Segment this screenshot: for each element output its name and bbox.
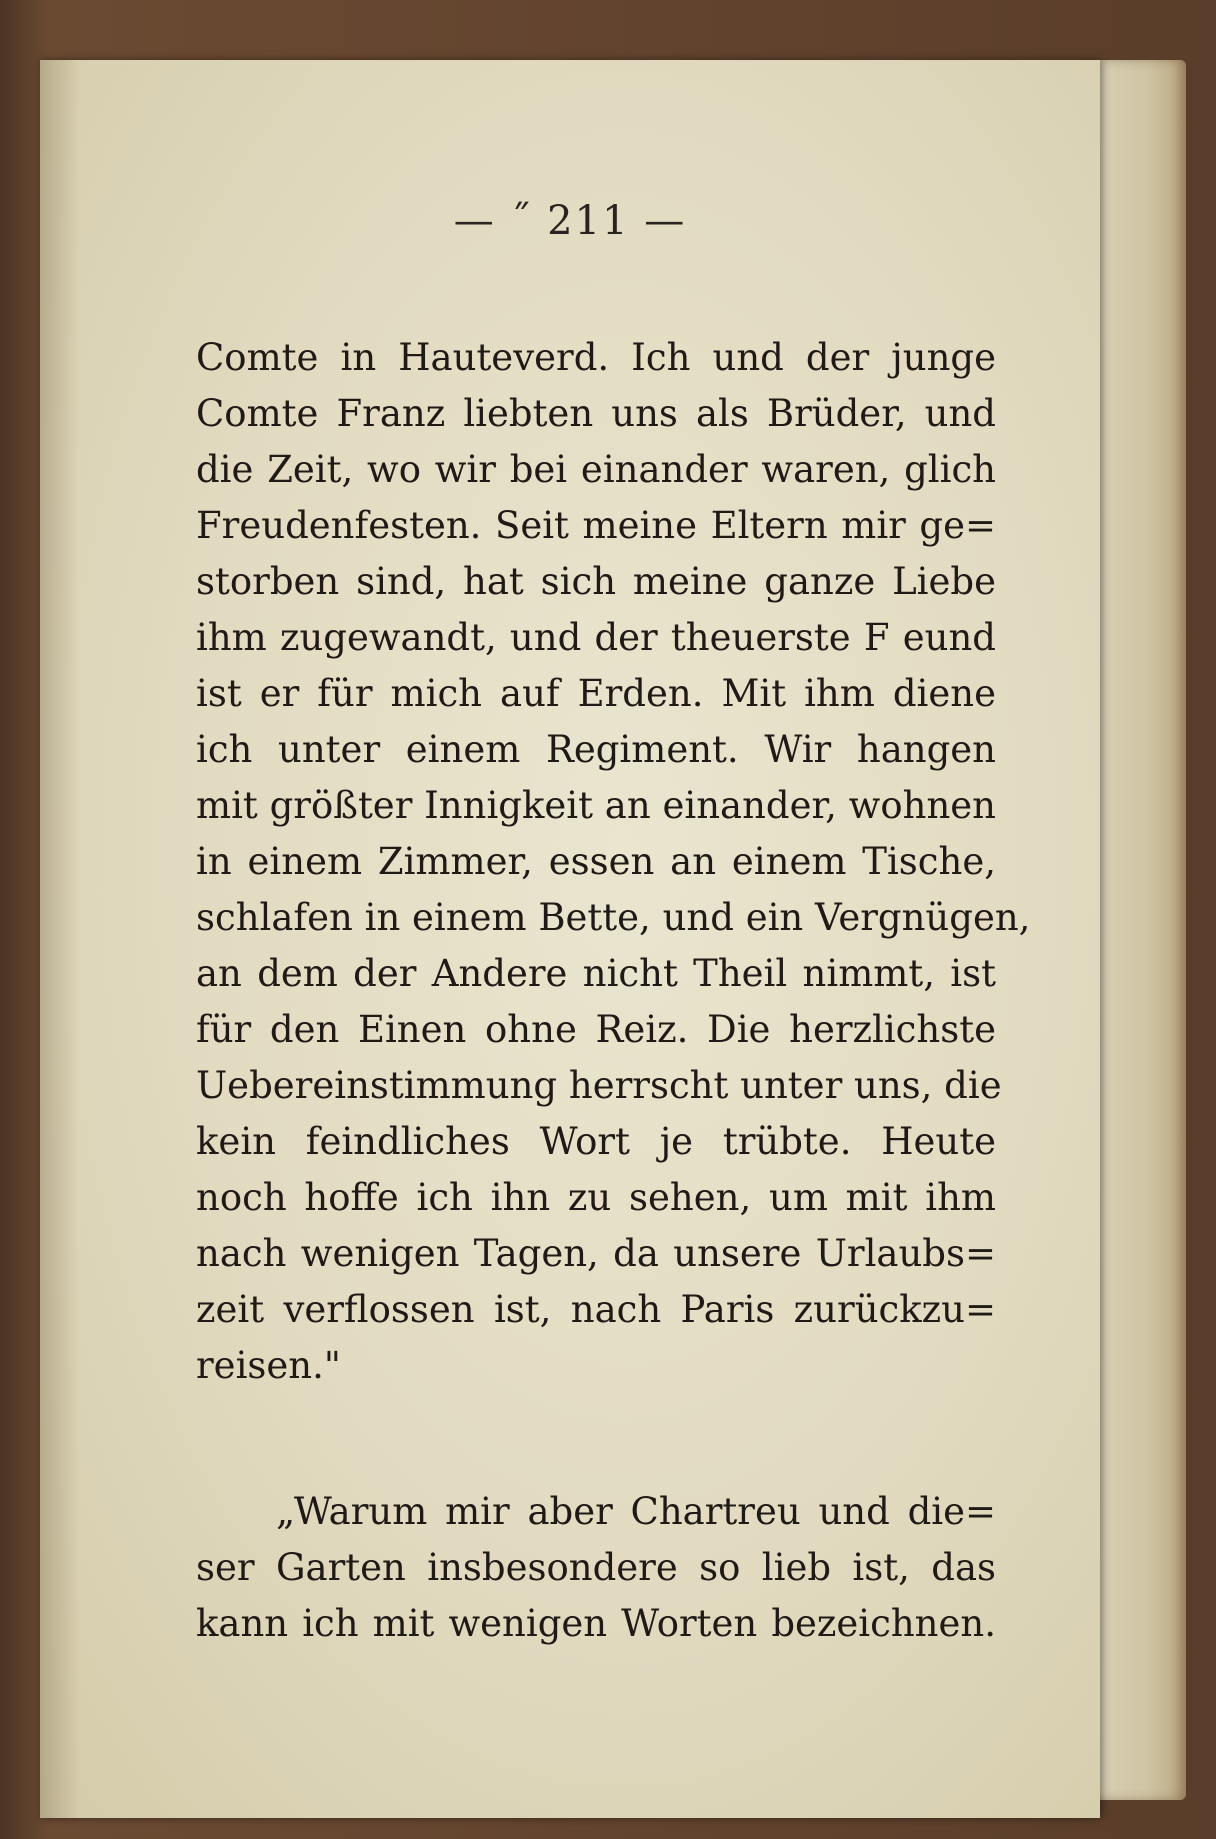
page-text (196, 330, 1031, 1652)
text-line: ist er für mich auf Erden. Mit ihm diene (196, 672, 996, 715)
text-line: zeit verflossen ist, nach Paris zurückzu= (196, 1288, 996, 1331)
text-line: kein feindliches Wort je trübte. Heute (196, 1120, 996, 1163)
text-line: Freudenfesten. Seit meine Eltern mir ge= (196, 504, 996, 547)
text-line: Comte Franz liebten uns als Brüder, und (196, 392, 996, 435)
text-line: für den Einen ohne Reiz. Die herzlichste (196, 1008, 996, 1051)
text-line: Comte in Hauteverd. Ich und der junge (196, 336, 996, 379)
text-line: „Warum mir aber Chartreu und die= (276, 1490, 996, 1533)
text-line: an dem der Andere nicht Theil nimmt, ist (196, 952, 996, 995)
text-line: mit größter Innigkeit an einander, wohnen (196, 784, 996, 827)
text-line: Uebereinstimmung herrscht unter uns, die (196, 1064, 1002, 1107)
page-stack-edge (1090, 60, 1186, 1800)
text-line: schlafen in einem Bette, und ein Vergnügen, (196, 896, 1031, 939)
text-line: noch hoffe ich ihn zu sehen, um mit ihm (196, 1176, 996, 1219)
paragraph-gap (196, 1394, 996, 1484)
text-line: die Zeit, wo wir bei einander waren, glich (196, 448, 996, 491)
text-line: nach wenigen Tagen, da unsere Urlaubs= (196, 1232, 996, 1275)
paragraph-2 (196, 1484, 996, 1652)
text-line: ser Garten insbesondere so lieb ist, das (196, 1546, 996, 1589)
text-line: reisen." (196, 1344, 341, 1387)
page-number: — ˝ 211 — (453, 198, 687, 244)
text-line: storben sind, hat sich meine ganze Liebe (196, 560, 996, 603)
text-line: ich unter einem Regiment. Wir hangen (196, 728, 996, 771)
book-page (40, 60, 1100, 1818)
paragraph-1 (196, 330, 1031, 1394)
text-line: ihm zugewandt, und der theuerste F eund (196, 616, 996, 659)
text-line: kann ich mit wenigen Worten bezeichnen. (196, 1602, 996, 1645)
text-line: in einem Zimmer, essen an einem Tische, (196, 840, 996, 883)
